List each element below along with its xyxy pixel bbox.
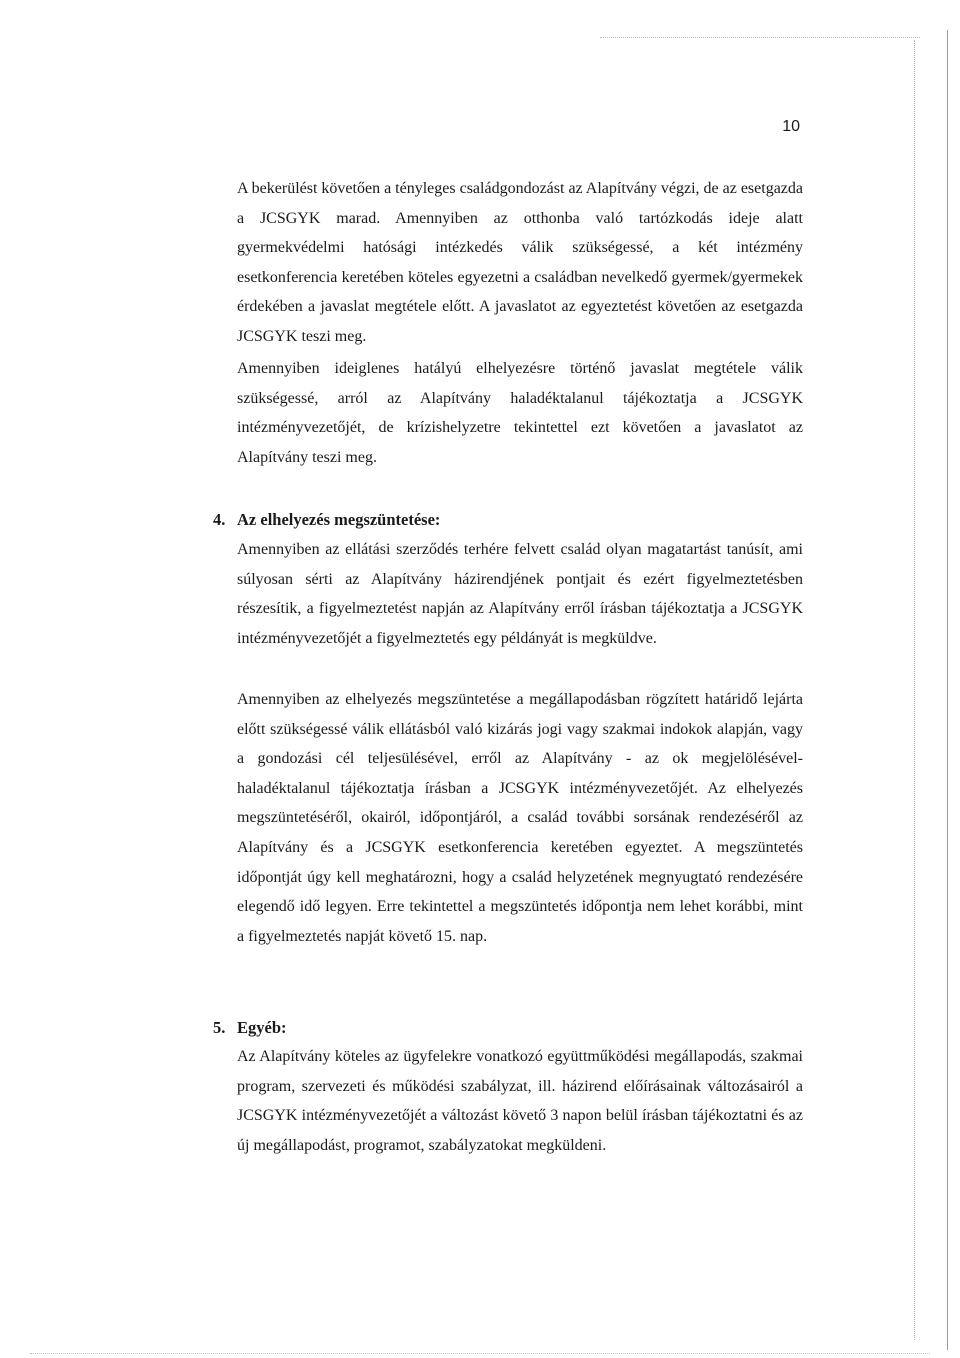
scan-edge-right <box>914 40 916 1340</box>
paragraph-text: Amennyiben az elhelyezés megszüntetése a megállapodásban rögzített határidő lejárta előtt szükségessé válik ellátásból való kizárás jogi vagy szakmai indokok alapján, vagy a gondozási cél teljesülésével, erről az Alapítvány - az ok megjelölésével- haladéktalanul tájékoztatja írásban a JCSGYK intézményvezetőjét. Az elhelyezés megszüntetéséről, okairól, időpontjáról, a család további sorsának rendezéséről az Alapítvány és a JCSGYK esetkonferencia keretében egyeztet. A megszüntetés időpontját úgy kell meghatározni, hogy a család helyzetének megnyugtató rendezésére elegendő idő legyen. Erre tekintettel a megszüntetés időpontja nem lehet korábbi, mint a figyelmeztetés napját követő 15. nap. <box>237 691 803 945</box>
paragraph-ideiglenes-hatalyu <box>237 354 803 472</box>
paragraph-text: Az Alapítvány köteles az ügyfelekre vonatkozó együttműködési megállapodás, szakmai program, szervezeti és működési szabályzat, ill. házirend előírásainak változásairól a JCSGYK intézményvezetőjét a változást követő 3 napon belül írásban tájékoztatni és az új megállapodást, programot, szabályzatokat megküldeni. <box>237 1048 803 1154</box>
section-number: 4. <box>213 510 226 529</box>
section-heading-4 <box>213 508 440 532</box>
section-heading-5 <box>213 1016 287 1040</box>
paragraph-bekerules <box>237 174 803 352</box>
scan-edge-top <box>600 37 920 39</box>
paragraph-megszuntetes <box>237 685 803 951</box>
paragraph-text: Amennyiben az ellátási szerződés terhére felvett család olyan magatartást tanúsít, ami súlyosan sérti az Alapítvány házirendjének pontjait és ezért figyelmeztetésben részesítik, a figyelmeztetést napján az Alapítvány erről írásban tájékoztatja a JCSGYK intézményvezetőjét a figyelmeztetés egy példányát is megküldve. <box>237 541 803 647</box>
section-title: Az elhelyezés megszüntetése: <box>237 510 441 529</box>
paragraph-figyelmeztetes <box>237 535 803 653</box>
section-title: Egyéb: <box>237 1018 287 1037</box>
scan-edge-bottom <box>30 1353 930 1355</box>
section-number: 5. <box>213 1018 226 1037</box>
scan-edge-right-outer <box>947 30 949 1350</box>
paragraph-text: A bekerülést követően a tényleges családgondozást az Alapítvány végzi, de az esetgazda a JCSGYK marad. Amennyiben az otthonba való tartózkodás ideje alatt gyermekvédelmi hatósági intézkedés válik szükségessé, a két intézmény esetkonferencia keretében köteles egyezetni a családban nevelkedő gyermek/gyermekek érdekében a javaslat megtétele előtt. A javaslatot az egyeztetést követően az esetgazda JCSGYK teszi meg. <box>237 180 803 345</box>
page-number: 10 <box>782 118 800 135</box>
paragraph-text: Amennyiben ideiglenes hatályú elhelyezésre történő javaslat megtétele válik szükségessé, arról az Alapítvány haladéktalanul tájékoztatja a JCSGYK intézményvezetőjét, de krízishelyzetre tekintettel ezt követően a javaslatot az Alapítvány teszi meg. <box>237 360 803 466</box>
paragraph-egyeb <box>237 1042 803 1160</box>
